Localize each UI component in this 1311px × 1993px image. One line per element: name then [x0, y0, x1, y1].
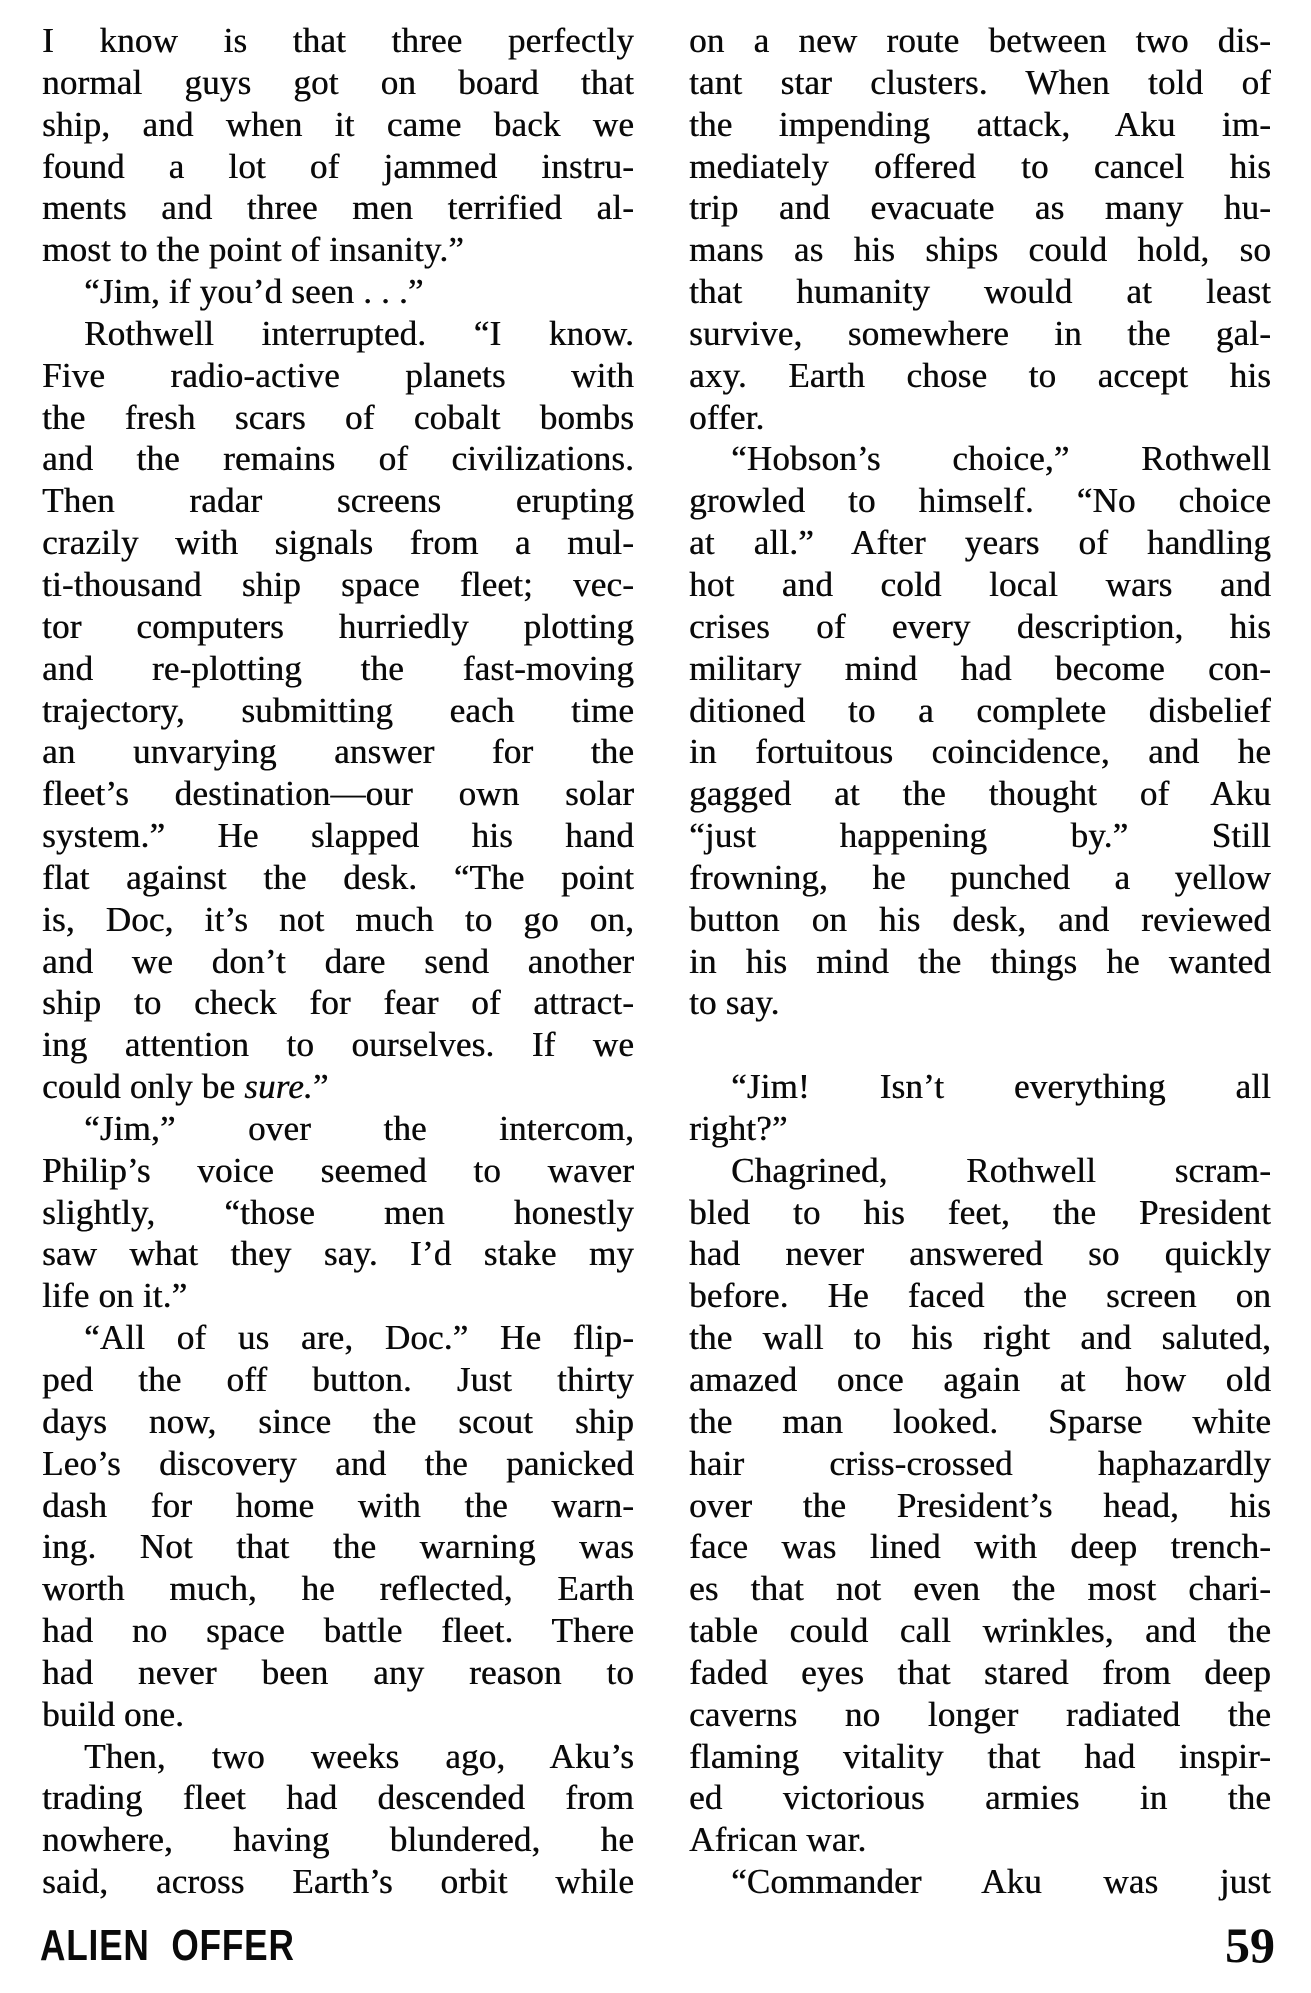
text-line: “Commander Aku was just	[731, 1862, 1271, 1902]
text-line: amazed once again at how old	[689, 1360, 1271, 1399]
text-line: ped the off button. Just thirty	[42, 1360, 634, 1399]
text-line: trajectory, submitting each time	[42, 690, 634, 730]
text-line: the wall to his right and saluted,	[689, 1318, 1271, 1358]
text-line: axy. Earth chose to accept his	[689, 355, 1271, 395]
text-line: most to the point of insanity.”	[42, 230, 464, 270]
text-line: had no space battle fleet. There	[42, 1611, 634, 1651]
text-line: ing. Not that the warning was	[42, 1527, 634, 1567]
text-line: had never answered so quickly	[689, 1234, 1271, 1274]
text-line: hair criss-crossed haphazardly	[689, 1443, 1271, 1483]
text-column-left	[42, 20, 634, 1903]
text-line: days now, since the scout ship	[42, 1401, 634, 1441]
text-line: flaming vitality that had inspir-	[689, 1736, 1271, 1776]
text-line: “just happening by.” Still	[689, 816, 1271, 856]
text-line: worth much, he reflected, Earth	[42, 1569, 634, 1609]
text-line: system.” He slapped his hand	[42, 816, 634, 856]
text-line: that humanity would at least	[689, 272, 1271, 312]
text-line: found a lot of jammed instru-	[42, 146, 634, 186]
text-line: ing attention to ourselves. If we	[42, 1025, 634, 1065]
text-line: had never been any reason to	[42, 1652, 634, 1692]
text-line: build one.	[42, 1694, 184, 1734]
text-line: ditioned to a complete disbelief	[689, 690, 1271, 730]
text-line: and the remains of civilizations.	[42, 439, 634, 479]
text-column-right	[689, 20, 1271, 1903]
text-line: growled to himself. “No choice	[689, 481, 1271, 521]
text-line: flat against the desk. “The point	[42, 857, 634, 897]
text-line: Philip’s voice seemed to waver	[42, 1150, 634, 1190]
text-line: I know is that three perfectly	[42, 21, 634, 60]
text-line: gagged at the thought of Aku	[689, 774, 1271, 814]
text-line: crises of every description, his	[689, 606, 1271, 646]
text-line: ship to check for fear of attract-	[42, 983, 634, 1023]
text-line: bled to his feet, the President	[689, 1192, 1271, 1232]
text-line: ments and three men terrified al-	[42, 188, 634, 228]
text-line: survive, somewhere in the gal-	[689, 313, 1271, 353]
text-line: over the President’s head, his	[689, 1485, 1271, 1525]
text-line: hot and cold local wars and	[689, 564, 1271, 604]
text-line: nowhere, having blundered, he	[42, 1820, 634, 1860]
text-line: Leo’s discovery and the panicked	[42, 1443, 634, 1483]
text-line: tant star clusters. When told of	[689, 62, 1271, 102]
text-line: fleet’s destination—our own solar	[42, 774, 634, 814]
text-line: face was lined with deep trench-	[689, 1527, 1271, 1567]
text-line: tor computers hurriedly plotting	[42, 606, 634, 646]
text-line: caverns no longer radiated the	[689, 1694, 1271, 1734]
text-line: table could call wrinkles, and the	[689, 1611, 1271, 1651]
text-line: right?”	[689, 1108, 788, 1148]
text-line: crazily with signals from a mul-	[42, 523, 634, 563]
text-line: “Jim,” over the intercom,	[84, 1108, 634, 1148]
text-line: African war.	[689, 1820, 867, 1860]
text-line: the fresh scars of cobalt bombs	[42, 397, 634, 437]
text-line: Chagrined, Rothwell scram-	[731, 1150, 1271, 1190]
text-line: “All of us are, Doc.” He flip-	[84, 1318, 634, 1358]
text-line: in fortuitous coincidence, and he	[689, 732, 1271, 772]
text-line: is, Doc, it’s not much to go on,	[42, 899, 634, 939]
text-line: “Jim, if you’d seen . . .”	[84, 272, 424, 312]
text-line: and we don’t dare send another	[42, 941, 634, 981]
text-line: before. He faced the screen on	[689, 1276, 1271, 1316]
text-line: could only be sure.”	[42, 1067, 329, 1107]
text-line: at all.” After years of handling	[689, 523, 1271, 563]
text-line: Then, two weeks ago, Aku’s	[84, 1736, 634, 1776]
text-line: on a new route between two dis-	[689, 21, 1271, 60]
text-line: offer.	[689, 397, 765, 437]
text-line: and re-plotting the fast-moving	[42, 648, 634, 688]
text-line: the man looked. Sparse white	[689, 1401, 1271, 1441]
text-line: slightly, “those men honestly	[42, 1192, 634, 1232]
text-line: es that not even the most chari-	[689, 1569, 1271, 1609]
text-line: Rothwell interrupted. “I know.	[84, 313, 634, 353]
text-line: life on it.”	[42, 1276, 188, 1316]
text-line: an unvarying answer for the	[42, 732, 634, 772]
text-line: mans as his ships could hold, so	[689, 230, 1271, 270]
text-line: ed victorious armies in the	[689, 1778, 1271, 1818]
text-line: the impending attack, Aku im-	[689, 104, 1271, 144]
text-line: in his mind the things he wanted	[689, 941, 1271, 981]
text-line: normal guys got on board that	[42, 62, 634, 102]
text-line: “Hobson’s choice,” Rothwell	[731, 439, 1271, 479]
text-line: Five radio-active planets with	[42, 355, 634, 395]
text-line: “Jim! Isn’t everything all	[731, 1067, 1271, 1107]
text-line: said, across Earth’s orbit while	[42, 1862, 634, 1902]
text-line: to say.	[689, 983, 780, 1023]
text-line: dash for home with the warn-	[42, 1485, 634, 1525]
text-line: faded eyes that stared from deep	[689, 1652, 1271, 1692]
text-line: trading fleet had descended from	[42, 1778, 634, 1818]
text-line: ti-thousand ship space fleet; vec-	[42, 564, 634, 604]
text-line: Then radar screens erupting	[42, 481, 634, 521]
text-line: trip and evacuate as many hu-	[689, 188, 1271, 228]
page-number: 59	[1225, 1917, 1275, 1973]
text-line: frowning, he punched a yellow	[689, 857, 1271, 897]
running-title: ALIEN OFFER	[40, 1921, 295, 1970]
text-line: button on his desk, and reviewed	[689, 899, 1271, 939]
text-line: saw what they say. I’d stake my	[42, 1234, 634, 1274]
text-line: ship, and when it came back we	[42, 104, 634, 144]
text-line: military mind had become con-	[689, 648, 1271, 688]
text-line: mediately offered to cancel his	[689, 146, 1271, 186]
